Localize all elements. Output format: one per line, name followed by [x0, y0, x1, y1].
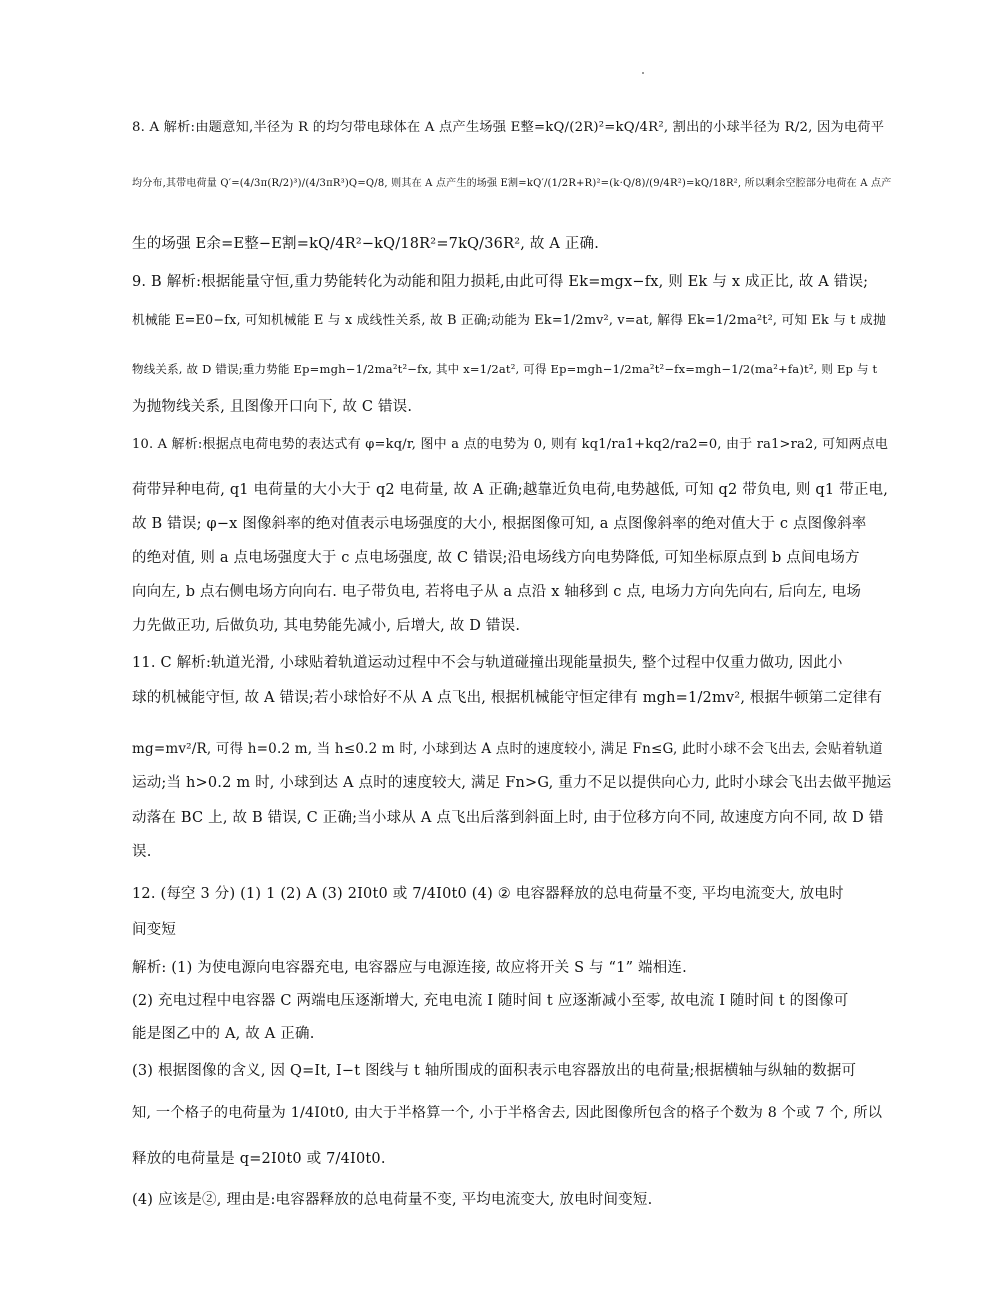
- page-dot: [642, 72, 644, 74]
- text-line: 均分布,其带电荷量 Q′=(4/3π(R/2)³)/(4/3πR³)Q=Q/8, 则其在 A 点产生的场强 E割=kQ′/(1/2R+R)²=(k·Q/8)/(9/4R²)=kQ/18R², 所以剩余空腔部分电荷在 A 点产: [132, 178, 892, 189]
- text-line: (3) 根据图像的含义, 因 Q=It, I−t 图线与 t 轴所围成的面积表示电容器放出的电荷量;根据横轴与纵轴的数据可: [132, 1063, 857, 1079]
- text-line: 动落在 BC 上, 故 B 错误, C 正确;当小球从 A 点飞出后落到斜面上时, 由于位移方向不同, 故速度方向不同, 故 D 错: [132, 810, 884, 826]
- text-line: 为抛物线关系, 且图像开口向下, 故 C 错误.: [132, 399, 413, 415]
- text-line: 知, 一个格子的电荷量为 1/4I0t0, 由大于半格算一个, 小于半格舍去, 因此图像所包含的格子个数为 8 个或 7 个, 所以: [132, 1105, 883, 1121]
- text-line: 解析: (1) 为使电源向电容器充电, 电容器应与电源连接, 故应将开关 S 与 “1” 端相连.: [132, 960, 687, 976]
- text-line: 10. A 解析:根据点电荷电势的表达式有 φ=kq/r, 图中 a 点的电势为 0, 则有 kq1/ra1+kq2/ra2=0, 由于 ra1>ra2, 可知两点电: [132, 437, 889, 452]
- text-line: 机械能 E=E0−fx, 可知机械能 E 与 x 成线性关系, 故 B 正确;动能为 Ek=1/2mv², v=at, 解得 Ek=1/2ma²t², 可知 Ek 与 t 成抛: [132, 313, 886, 328]
- text-line: 8. A 解析:由题意知,半径为 R 的均匀带电球体在 A 点产生场强 E整=kQ/(2R)²=kQ/4R², 割出的小球半径为 R/2, 因为电荷平: [132, 120, 885, 135]
- text-line: 9. B 解析:根据能量守恒,重力势能转化为动能和阻力损耗,由此可得 Ek=mgx−fx, 则 Ek 与 x 成正比, 故 A 错误;: [132, 274, 869, 290]
- text-line: 释放的电荷量是 q=2I0t0 或 7/4I0t0.: [132, 1151, 386, 1167]
- text-line: 误.: [132, 844, 152, 860]
- text-line: 向向左, b 点右侧电场方向向右. 电子带负电, 若将电子从 a 点沿 x 轴移到 c 点, 电场力方向先向右, 后向左, 电场: [132, 584, 862, 600]
- text-line: 生的场强 E余=E整−E割=kQ/4R²−kQ/18R²=7kQ/36R², 故 A 正确.: [132, 236, 600, 252]
- text-line: 11. C 解析:轨道光滑, 小球贴着轨道运动过程中不会与轨道碰撞出现能量损失, 整个过程中仅重力做功, 因此小: [132, 655, 843, 671]
- text-line: 运动;当 h>0.2 m 时, 小球到达 A 点时的速度较大, 满足 Fn>G, 重力不足以提供向心力, 此时小球会飞出去做平抛运: [132, 775, 892, 791]
- text-line: 能是图乙中的 A, 故 A 正确.: [132, 1026, 315, 1042]
- text-line: 故 B 错误; φ−x 图像斜率的绝对值表示电场强度的大小, 根据图像可知, a 点图像斜率的绝对值大于 c 点图像斜率: [132, 516, 867, 532]
- text-line: (4) 应该是②, 理由是:电容器释放的总电荷量不变, 平均电流变大, 放电时间变短.: [132, 1192, 653, 1208]
- text-line: 荷带异种电荷, q1 电荷量的大小大于 q2 电荷量, 故 A 正确;越靠近负电荷,电势越低, 可知 q2 带负电, 则 q1 带正电,: [132, 482, 889, 498]
- text-line: 间变短: [132, 922, 177, 938]
- text-line: 物线关系, 故 D 错误;重力势能 Ep=mgh−1/2ma²t²−fx, 其中 x=1/2at², 可得 Ep=mgh−1/2ma²t²−fx=mgh−1/2(ma²+fa)t², 则 Ep 与 t: [132, 362, 878, 376]
- text-line: 的绝对值, 则 a 点电场强度大于 c 点电场强度, 故 C 错误;沿电场线方向电势降低, 可知坐标原点到 b 点间电场方: [132, 550, 860, 566]
- text-line: mg=mv²/R, 可得 h=0.2 m, 当 h≤0.2 m 时, 小球到达 A 点时的速度较小, 满足 Fn≤G, 此时小球不会飞出去, 会贴着轨道: [132, 741, 883, 757]
- text-line: 12. (每空 3 分) (1) 1 (2) A (3) 2I0t0 或 7/4I0t0 (4) ② 电容器释放的总电荷量不变, 平均电流变大, 放电时: [132, 886, 844, 902]
- text-line: 力先做正功, 后做负功, 其电势能先减小, 后增大, 故 D 错误.: [132, 618, 521, 634]
- text-line: (2) 充电过程中电容器 C 两端电压逐渐增大, 充电电流 I 随时间 t 应逐渐减小至零, 故电流 I 随时间 t 的图像可: [132, 993, 849, 1009]
- text-line: 球的机械能守恒, 故 A 错误;若小球恰好不从 A 点飞出, 根据机械能守恒定律有 mgh=1/2mv², 根据牛顿第二定律有: [132, 690, 883, 706]
